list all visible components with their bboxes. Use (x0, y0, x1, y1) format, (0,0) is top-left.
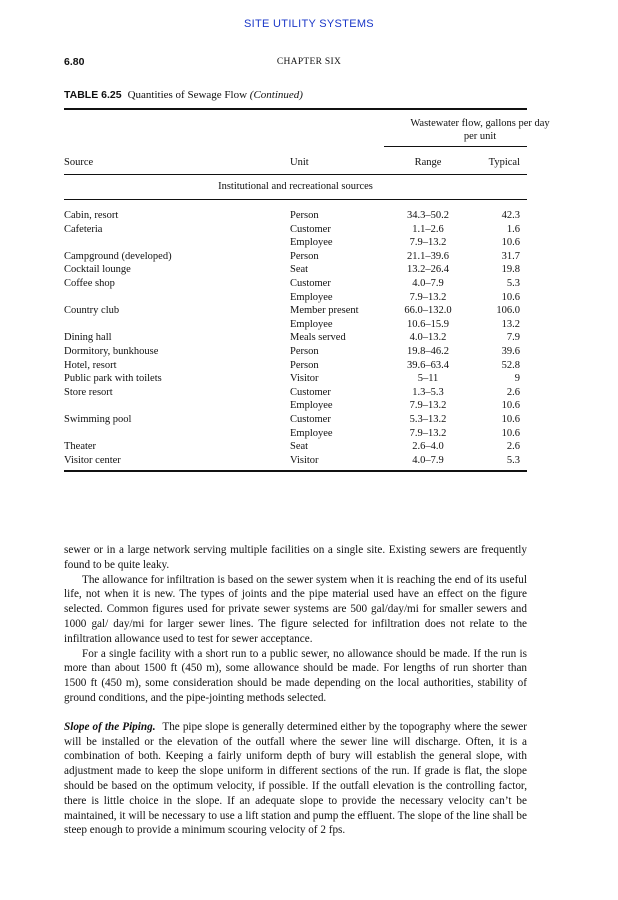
range-cell: 19.8–46.2 (407, 346, 449, 357)
typical-cell: 1.6 (506, 223, 520, 235)
table-bottom-rule (64, 470, 527, 472)
unit-cell: Customer (290, 386, 331, 398)
column-header-unit: Unit (290, 157, 309, 168)
unit-cell: Customer (290, 278, 331, 289)
table-row (0, 209, 618, 223)
range-cell: 5.3–13.2 (409, 414, 447, 425)
unit-cell: Customer (290, 414, 331, 425)
table-number: TABLE 6.25 (64, 89, 122, 101)
typical-cell: 13.2 (501, 318, 520, 330)
table-caption-text: Quantities of Sewage Flow (127, 89, 248, 101)
range-cell: 1.3–5.3 (412, 386, 444, 398)
unit-cell: Member present (290, 305, 359, 317)
typical-cell: 106.0 (496, 305, 520, 317)
unit-cell: Person (290, 359, 319, 371)
typical-cell: 10.6 (501, 237, 520, 249)
table-row (0, 386, 618, 400)
page-number: 6.80 (64, 56, 85, 68)
range-cell: 21.1–39.6 (407, 250, 449, 262)
table-row (0, 413, 618, 427)
source-cell: Public park with toilets (64, 373, 162, 385)
source-cell: Store resort (64, 386, 113, 398)
range-cell: 13.2–26.4 (407, 264, 449, 276)
typical-cell: 10.6 (501, 414, 520, 425)
paragraph: The allowance for infiltration is based on the sewer system when it is reaching the end of its useful life, not when it is new. The types of joints and the pipe material used have an effect on the figure selected. Common figures used for private sewer systems are 500 gal/day/mi for smaller sewers and 1000 gal/ day/mi for larger sewer lines. The figure selected for infiltration does not relate to the infiltration allowance used to test for sewer acceptance. (64, 573, 527, 645)
table-row (0, 318, 618, 332)
typical-cell: 2.6 (506, 386, 520, 398)
table-row (0, 236, 618, 250)
source-cell: Dormitory, bunkhouse (64, 346, 159, 357)
typical-cell: 2.6 (506, 441, 520, 453)
range-cell: 7.9–13.2 (409, 291, 447, 303)
unit-cell: Person (290, 346, 319, 357)
range-cell: 2.6–4.0 (412, 441, 444, 453)
source-cell: Cocktail lounge (64, 264, 131, 276)
typical-cell: 42.3 (501, 210, 520, 221)
section-heading: Slope of the Piping. (64, 720, 156, 733)
table-row (0, 359, 618, 373)
table-caption-note: (Continued) (249, 89, 303, 101)
source-cell: Swimming pool (64, 414, 132, 425)
typical-cell: 9 (514, 373, 520, 385)
typical-cell: 19.8 (501, 264, 520, 276)
range-cell: 5–11 (417, 373, 439, 385)
table-top-rule (64, 108, 527, 110)
unit-cell: Customer (290, 223, 331, 235)
table-row (0, 291, 618, 305)
unit-cell: Seat (290, 264, 309, 276)
range-cell: 7.9–13.2 (409, 427, 447, 439)
typical-cell: 10.6 (501, 291, 520, 303)
table-row (0, 427, 618, 441)
paragraph-text: The pipe slope is generally determined either by the topography where the sewer will be installed or the elevation of the outfall where the sewer line will discharge. Often, it is a combination of both. Keeping a fairly uniform depth of bury will establish the general slope, with adjustment made to keep the slope uniform in different sections of the run. If grade is flat, the slope should be based on the optimum velocity, if possible. If the outfall elevation is the controlling factor, there is little choice in the slope. If an adequate slope to provide the necessary velocity can’t be maintained, it will be necessary to use a lift station and pump the effluent. The slope of the line shall be steep enough to provide a minimum scouring velocity of 2 fps. (64, 720, 527, 837)
typical-cell: 5.3 (506, 278, 520, 289)
typical-cell: 7.9 (506, 332, 520, 344)
source-cell: Campground (developed) (64, 250, 172, 262)
header-bottom-rule (64, 174, 527, 175)
unit-cell: Employee (290, 291, 333, 303)
typical-cell: 31.7 (501, 250, 520, 262)
paragraph: For a single facility with a short run to a public sewer, no allowance should be made. If the run is more than about 1500 ft (450 m), some allowance should be made. For lengths of run shorter than 1500 ft (450 m), some consideration should be made depending on the local authorities, stability of ground conditions, and the pipe-jointing methods selected. (64, 647, 527, 704)
range-cell: 4.0–7.9 (412, 278, 444, 289)
source-cell: Coffee shop (64, 278, 115, 289)
typical-cell: 10.6 (501, 427, 520, 439)
paragraph: sewer or in a large network serving multiple facilities on a single site. Existing sewers are frequently found to be quite leaky. (64, 544, 527, 571)
range-cell: 10.6–15.9 (407, 318, 449, 330)
range-cell: 4.0–7.9 (412, 454, 444, 466)
unit-cell: Employee (290, 400, 333, 412)
typical-cell: 39.6 (501, 346, 520, 357)
table-row (0, 250, 618, 264)
column-header-range: Range (414, 157, 442, 168)
unit-cell: Meals served (290, 332, 346, 344)
table-row (0, 345, 618, 359)
body-text (64, 543, 527, 838)
source-cell: Country club (64, 305, 120, 317)
unit-cell: Seat (290, 441, 309, 453)
column-group-header: Wastewater flow, gallons per day per unit (410, 118, 550, 142)
table-row (0, 440, 618, 454)
table-row (0, 454, 618, 468)
unit-cell: Employee (290, 318, 333, 330)
unit-cell: Visitor (290, 373, 319, 385)
range-cell: 4.0–13.2 (409, 332, 447, 344)
section-label: Institutional and recreational sources (218, 181, 373, 192)
source-cell: Dining hall (64, 332, 112, 344)
table-row (0, 399, 618, 413)
table-row (0, 277, 618, 291)
unit-cell: Employee (290, 427, 333, 439)
source-cell: Cabin, resort (64, 210, 119, 221)
table-caption (64, 89, 303, 101)
range-cell: 1.1–2.6 (412, 223, 444, 235)
source-cell: Hotel, resort (64, 359, 117, 371)
group-header-rule (384, 146, 527, 147)
table-row (0, 372, 618, 386)
table-row (0, 304, 618, 318)
chapter-title: CHAPTER SIX (276, 57, 342, 67)
running-title: SITE UTILITY SYSTEMS (244, 18, 374, 30)
typical-cell: 5.3 (506, 454, 520, 466)
range-cell: 66.0–132.0 (404, 305, 452, 317)
unit-cell: Visitor (290, 454, 319, 466)
source-cell: Theater (64, 441, 97, 453)
range-cell: 34.3–50.2 (407, 210, 449, 221)
column-header-typical: Typical (488, 157, 520, 168)
range-cell: 7.9–13.2 (409, 400, 447, 412)
unit-cell: Person (290, 250, 319, 262)
column-header-source: Source (64, 157, 94, 168)
typical-cell: 10.6 (501, 400, 520, 412)
section-paragraph (64, 720, 527, 838)
typical-cell: 52.8 (501, 359, 520, 371)
range-cell: 39.6–63.4 (407, 359, 449, 371)
table-row (0, 263, 618, 277)
source-cell: Visitor center (64, 454, 121, 466)
table-row (0, 331, 618, 345)
unit-cell: Person (290, 210, 319, 221)
range-cell: 7.9–13.2 (409, 237, 447, 249)
section-rule (64, 199, 527, 200)
source-cell: Cafeteria (64, 223, 103, 235)
table-row (0, 223, 618, 237)
unit-cell: Employee (290, 237, 333, 249)
